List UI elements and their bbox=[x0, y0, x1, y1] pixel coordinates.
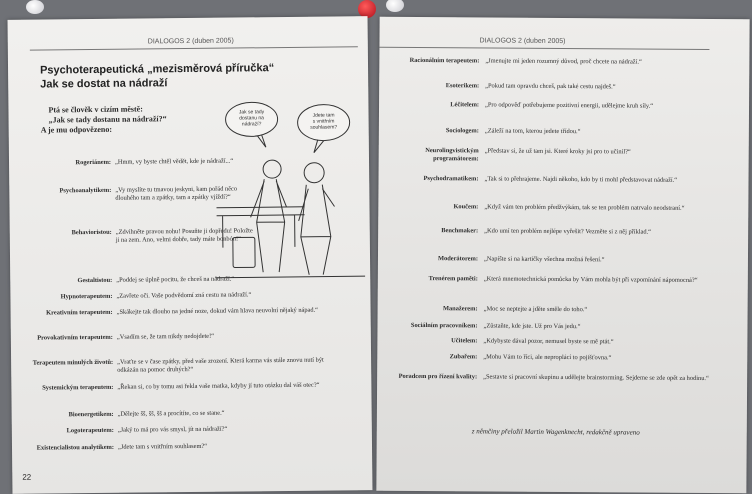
left-entry-label: Gestaltistou: bbox=[77, 276, 113, 285]
right-entry-text: „Představ si, že už tam jsi. Které kroky jsi pro to učinil?“ bbox=[484, 147, 631, 156]
left-entry-label: Systemickým terapeutem: bbox=[42, 383, 114, 392]
left-entry bbox=[11, 356, 371, 374]
right-entry bbox=[378, 255, 748, 264]
left-entry-text: „Zdvihněte pravou nohu! Posuňte ji dopředu! Položte ji na zem. Ano, velmi dobře, tady máte bonbón!“ bbox=[115, 227, 253, 244]
right-entry bbox=[379, 175, 749, 184]
translator-credit: z němčiny přeložil Martin Wagenknecht, redakčně upraveno bbox=[471, 427, 640, 437]
left-entry-label: Behavioristou: bbox=[71, 228, 112, 237]
right-entry-text: „Tak si to přehrajeme. Najdi někoho, kdo by ti mohl představovat nádraží.“ bbox=[484, 175, 678, 184]
right-entry bbox=[379, 127, 749, 136]
right-entry-label: Zubařem: bbox=[449, 353, 478, 361]
right-entry-label: Koučem: bbox=[453, 203, 479, 211]
right-entry-text: „Moc se neptejte a jděte směle do toho.“ bbox=[483, 305, 588, 314]
left-header-rule bbox=[30, 46, 358, 50]
right-header-rule bbox=[379, 47, 709, 50]
right-entry-label: Psychodramatikem: bbox=[423, 175, 479, 183]
left-entry-text: „Jaký to má pro vás smysl, jít na nádraží?“ bbox=[117, 425, 228, 434]
right-entry-label: Esoterikem: bbox=[445, 82, 480, 90]
left-entry-text: „Dělejte šš, šš, šš a procítíte, co se stane.“ bbox=[117, 409, 225, 418]
bubble-left-text: Jak se tadydostanu nanádraží? bbox=[238, 109, 265, 128]
left-entry-text: „Zavřete oči. Vaše podvědomí zná cestu na nádraží.“ bbox=[116, 291, 252, 300]
right-entry bbox=[377, 353, 747, 362]
right-page-header: DIALOGOS 2 (duben 2005) bbox=[479, 37, 566, 46]
left-entry bbox=[12, 424, 372, 435]
left-entry-label: Kreativním terapeutem: bbox=[46, 308, 113, 317]
title-line-2: Jak se dostat na nádraží bbox=[40, 77, 168, 91]
right-entry-label: Poradcem pro řízení kvality: bbox=[398, 372, 478, 381]
right-entry-text: „Pokud tam opravdu chceš, pak také cestu najdeš.“ bbox=[485, 82, 616, 91]
left-entry-label: Terapeutem minulých životů: bbox=[32, 358, 114, 367]
right-entry-label: Sociálním pracovníkem: bbox=[410, 321, 478, 330]
right-entry-label: Moderátorem: bbox=[437, 255, 478, 263]
left-entry-text: „Vy myslíte tu tmavou jeskyni, kam pořád něco dlouhého tam a zpátky, tam a zpátky vjíždí?“ bbox=[115, 185, 238, 202]
right-entry-text: „Která mnemotechnická pomůcka by Vám mohla být při vzpomínání nápomocná?“ bbox=[483, 275, 698, 284]
right-entry bbox=[377, 372, 747, 383]
right-entry bbox=[379, 101, 749, 110]
left-page bbox=[8, 16, 373, 494]
right-entry-label: Manažerem: bbox=[442, 305, 478, 313]
right-entry-label: Neurolingvistickým programátorem: bbox=[425, 147, 479, 163]
right-entry-text: „Jmenujte mi jeden rozumný důvod, proč chcete na nádraží.“ bbox=[485, 57, 642, 66]
intro-line-2: „Jak se tady dostanu na nádraží?“ bbox=[48, 114, 167, 125]
right-entry-text: „Pro odpověď potřebujeme pozitivní energii, udělejme kruh síly.“ bbox=[485, 101, 654, 110]
right-entry-text: „Zůstaňte, kde jste. Už pro Vás jedu.“ bbox=[483, 322, 581, 331]
right-entry bbox=[378, 305, 748, 314]
right-entry bbox=[378, 203, 748, 212]
left-entry-label: Hypnoterapeutem: bbox=[60, 292, 113, 301]
left-entry bbox=[12, 408, 372, 419]
left-entry-text: „Poddej se úplně pocitu, že chceš na nádraží.“ bbox=[116, 275, 235, 284]
left-entry-label: Existencialistou analytikem: bbox=[36, 443, 115, 452]
right-entry-label: Trenérem paměti: bbox=[428, 275, 478, 283]
right-entry-text: „Sestavte si pracovní skupinu a udělejte brainstorming. Sejdeme se zde opět za hodinu.“ bbox=[483, 373, 709, 383]
left-entry-text: „Hmm, vy byste chtěl vědět, kde je nádraží...“ bbox=[114, 157, 234, 166]
right-entry bbox=[378, 227, 748, 236]
page-number: 22 bbox=[22, 472, 32, 482]
article-title bbox=[40, 61, 274, 91]
intro-line-1: Ptá se člověk v cizím městě: bbox=[48, 104, 143, 115]
bubble-right-text: Jdete tams vnitřnímsouhlasem? bbox=[310, 112, 338, 131]
left-entry-label: Bioenergetikem: bbox=[68, 410, 114, 419]
left-entry bbox=[10, 274, 370, 285]
left-entry-text: „Řekan si, co by tomu asi řekla vaše matka, kdyby jí tuto otázku dal váš otec?“ bbox=[117, 381, 320, 391]
intro-line-3: A je mu odpovězeno: bbox=[40, 124, 113, 135]
right-entry-text: „Napište si na kartičky všechna možná řešení.“ bbox=[483, 255, 605, 264]
left-entry-text: „Vraťte se v čase zpátky, před vaše zrození. Která karma vás stále znovu nutí být odkázán na pomoc druhých?“ bbox=[117, 356, 324, 374]
left-entry-label: Provokativním terapeutem: bbox=[37, 333, 113, 342]
clear-pin-left-icon bbox=[26, 0, 44, 14]
left-entry bbox=[11, 381, 371, 392]
right-entry-label: Racionálním terapeutem: bbox=[409, 56, 480, 65]
right-entry-label: Léčitelem: bbox=[450, 101, 480, 109]
right-entry-text: „Když vám ten problém předžvýkám, tak se ten problém natrvalo neodstraní.“ bbox=[484, 203, 685, 212]
left-page-header: DIALOGOS 2 (duben 2005) bbox=[147, 37, 234, 46]
right-entry bbox=[378, 275, 748, 284]
right-entry bbox=[379, 82, 749, 91]
right-entry-text: „Kdo umí ten problém nejlépe vyřešit? Vezměte si z něj příklad.“ bbox=[484, 227, 652, 236]
right-entry-label: Benchmaker: bbox=[441, 227, 479, 235]
intro-question bbox=[40, 104, 166, 135]
left-entry bbox=[12, 441, 372, 452]
right-entry-label: Sociologem: bbox=[445, 127, 479, 135]
right-page bbox=[376, 17, 749, 494]
left-entry-text: „Vsadím se, že tam nikdy nedojdete!“ bbox=[116, 332, 215, 341]
right-entry-text: „Záleží na tom, kterou jedete třídou.“ bbox=[484, 127, 581, 136]
right-entry-text: „Mohu Vám to říci, ale neproplácí to pojišťovna.“ bbox=[483, 353, 612, 362]
right-entry bbox=[377, 337, 747, 346]
right-entry bbox=[379, 147, 749, 163]
left-entry bbox=[10, 290, 370, 301]
left-entry-label: Logoterapeutem: bbox=[66, 426, 114, 435]
left-entry bbox=[11, 331, 371, 342]
left-entry bbox=[11, 306, 371, 317]
left-entry-label: Psychoanalytikem: bbox=[59, 186, 112, 195]
right-entry-text: „Kdybyste dával pozor, nemusel byste se mě ptát.“ bbox=[483, 337, 614, 346]
right-entry bbox=[379, 56, 749, 66]
left-entry-text: „Skákejte tak dlouho na jedné noze, dokud vám hlava neuvolní nějaký nápad.“ bbox=[116, 306, 319, 316]
title-line-1: Psychoterapeutická „mezisměrová příručka“ bbox=[39, 62, 275, 77]
right-entry bbox=[378, 321, 748, 331]
right-entry-label: Učitelem: bbox=[451, 337, 478, 345]
clear-pin-right-icon bbox=[386, 0, 404, 12]
left-entry-text: „Jdete tam s vnitřním souhlasem?“ bbox=[117, 442, 208, 451]
left-entry-label: Rogeriánem: bbox=[75, 158, 112, 167]
